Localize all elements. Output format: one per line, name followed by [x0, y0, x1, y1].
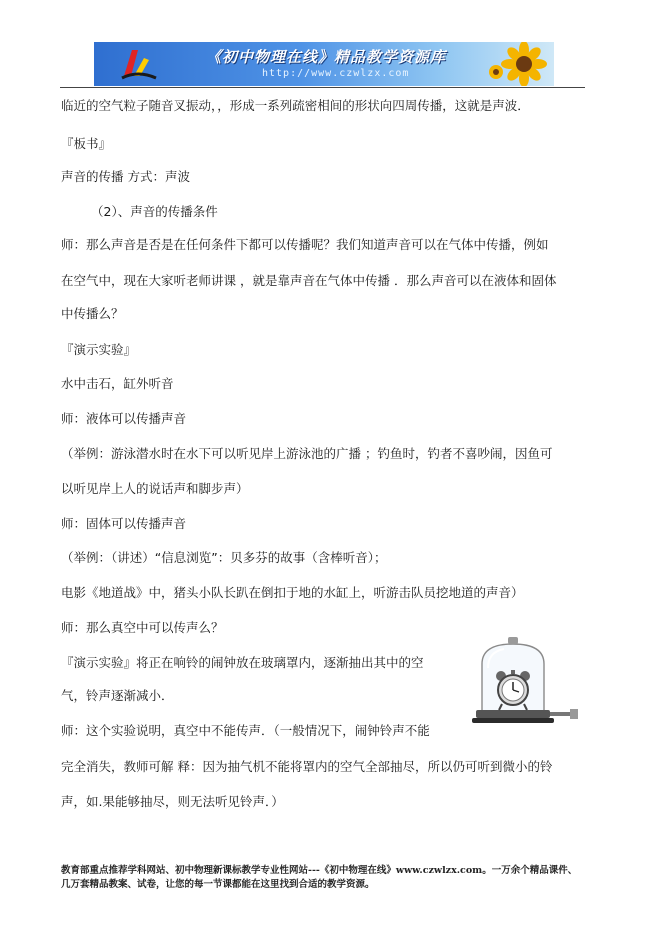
body-line: 临近的空气粒子随音叉振动，，形成一系列疏密相间的形状向四周传播，这就是声波． — [61, 98, 530, 113]
subsection-heading: （2）、声音的传播条件 — [91, 204, 218, 219]
body-line: 中传播么？ — [61, 306, 124, 321]
body-line: 以听见岸上人的说话声和脚步声） — [61, 481, 249, 496]
sunflower-icon — [488, 42, 552, 86]
body-line: 在空气中，现在大家听老师讲课 ，就是靠声音在气体中传播 ．那么声音可以在液体和固体 — [61, 273, 557, 288]
body-line: 师：那么声音是否是在任何条件下都可以传播呢？我们知道声音可以在气体中传播，例如 — [61, 237, 549, 252]
body-line: 完全消失，教师可解 释：因为抽气机不能将罩内的空气全部抽尽，所以仍可听到微小的铃 — [61, 759, 553, 774]
body-line: 气，铃声逐渐减小． — [61, 688, 174, 703]
body-line: 『演示实验』将正在响铃的闹钟放在玻璃罩内，逐渐抽出其中的空 — [61, 655, 424, 670]
body-line: （举例：（讲述）“信息浏览”：贝多芬的故事（含棒听音）； — [61, 550, 387, 565]
footer-text: 教育部重点推荐学科网站、初中物理新课标教学专业性网站---《初中物理在线》www.czwlzx.com。一万余个精品课件、 — [61, 865, 578, 876]
body-line: 电影《地道战》中，猪头小队长趴在倒扣于地的水缸上，听游击队员挖地道的声音） — [61, 585, 524, 600]
header-divider — [60, 87, 585, 88]
body-line: 师：液体可以传播声音 — [61, 411, 187, 426]
section-heading: 『演示实验』 — [61, 342, 137, 357]
bell-jar-alarm-clock-icon — [470, 634, 580, 734]
header-banner — [94, 42, 554, 86]
body-line: 师：那么真空中可以传声么？ — [61, 620, 224, 635]
footer-text: 几万套精品教案、试卷，让您的每一节课都能在这里找到合适的教学资源。 — [61, 879, 375, 890]
site-url: http://www.czwlzx.com — [262, 68, 410, 79]
section-heading: 『板书』 — [61, 136, 112, 151]
body-line: 师：固体可以传播声音 — [61, 516, 187, 531]
site-title: 《初中物理在线》精品教学资源库 — [206, 48, 447, 66]
site-logo-icon — [118, 46, 158, 82]
body-line: 声音的传播 方式：声波 — [61, 169, 190, 184]
body-line: 声，如.果能够抽尽，则无法听见铃声．） — [61, 794, 284, 809]
body-line: 水中击石，缸外听音 — [61, 376, 174, 391]
body-line: 师：这个实验说明，真空中不能传声．（一般情况下，闹钟铃声不能 — [61, 723, 430, 738]
body-line: （举例：游泳潜水时在水下可以听见岸上游泳池的广播 ；钓鱼时，钓者不喜吵闹，因鱼可 — [61, 446, 553, 461]
